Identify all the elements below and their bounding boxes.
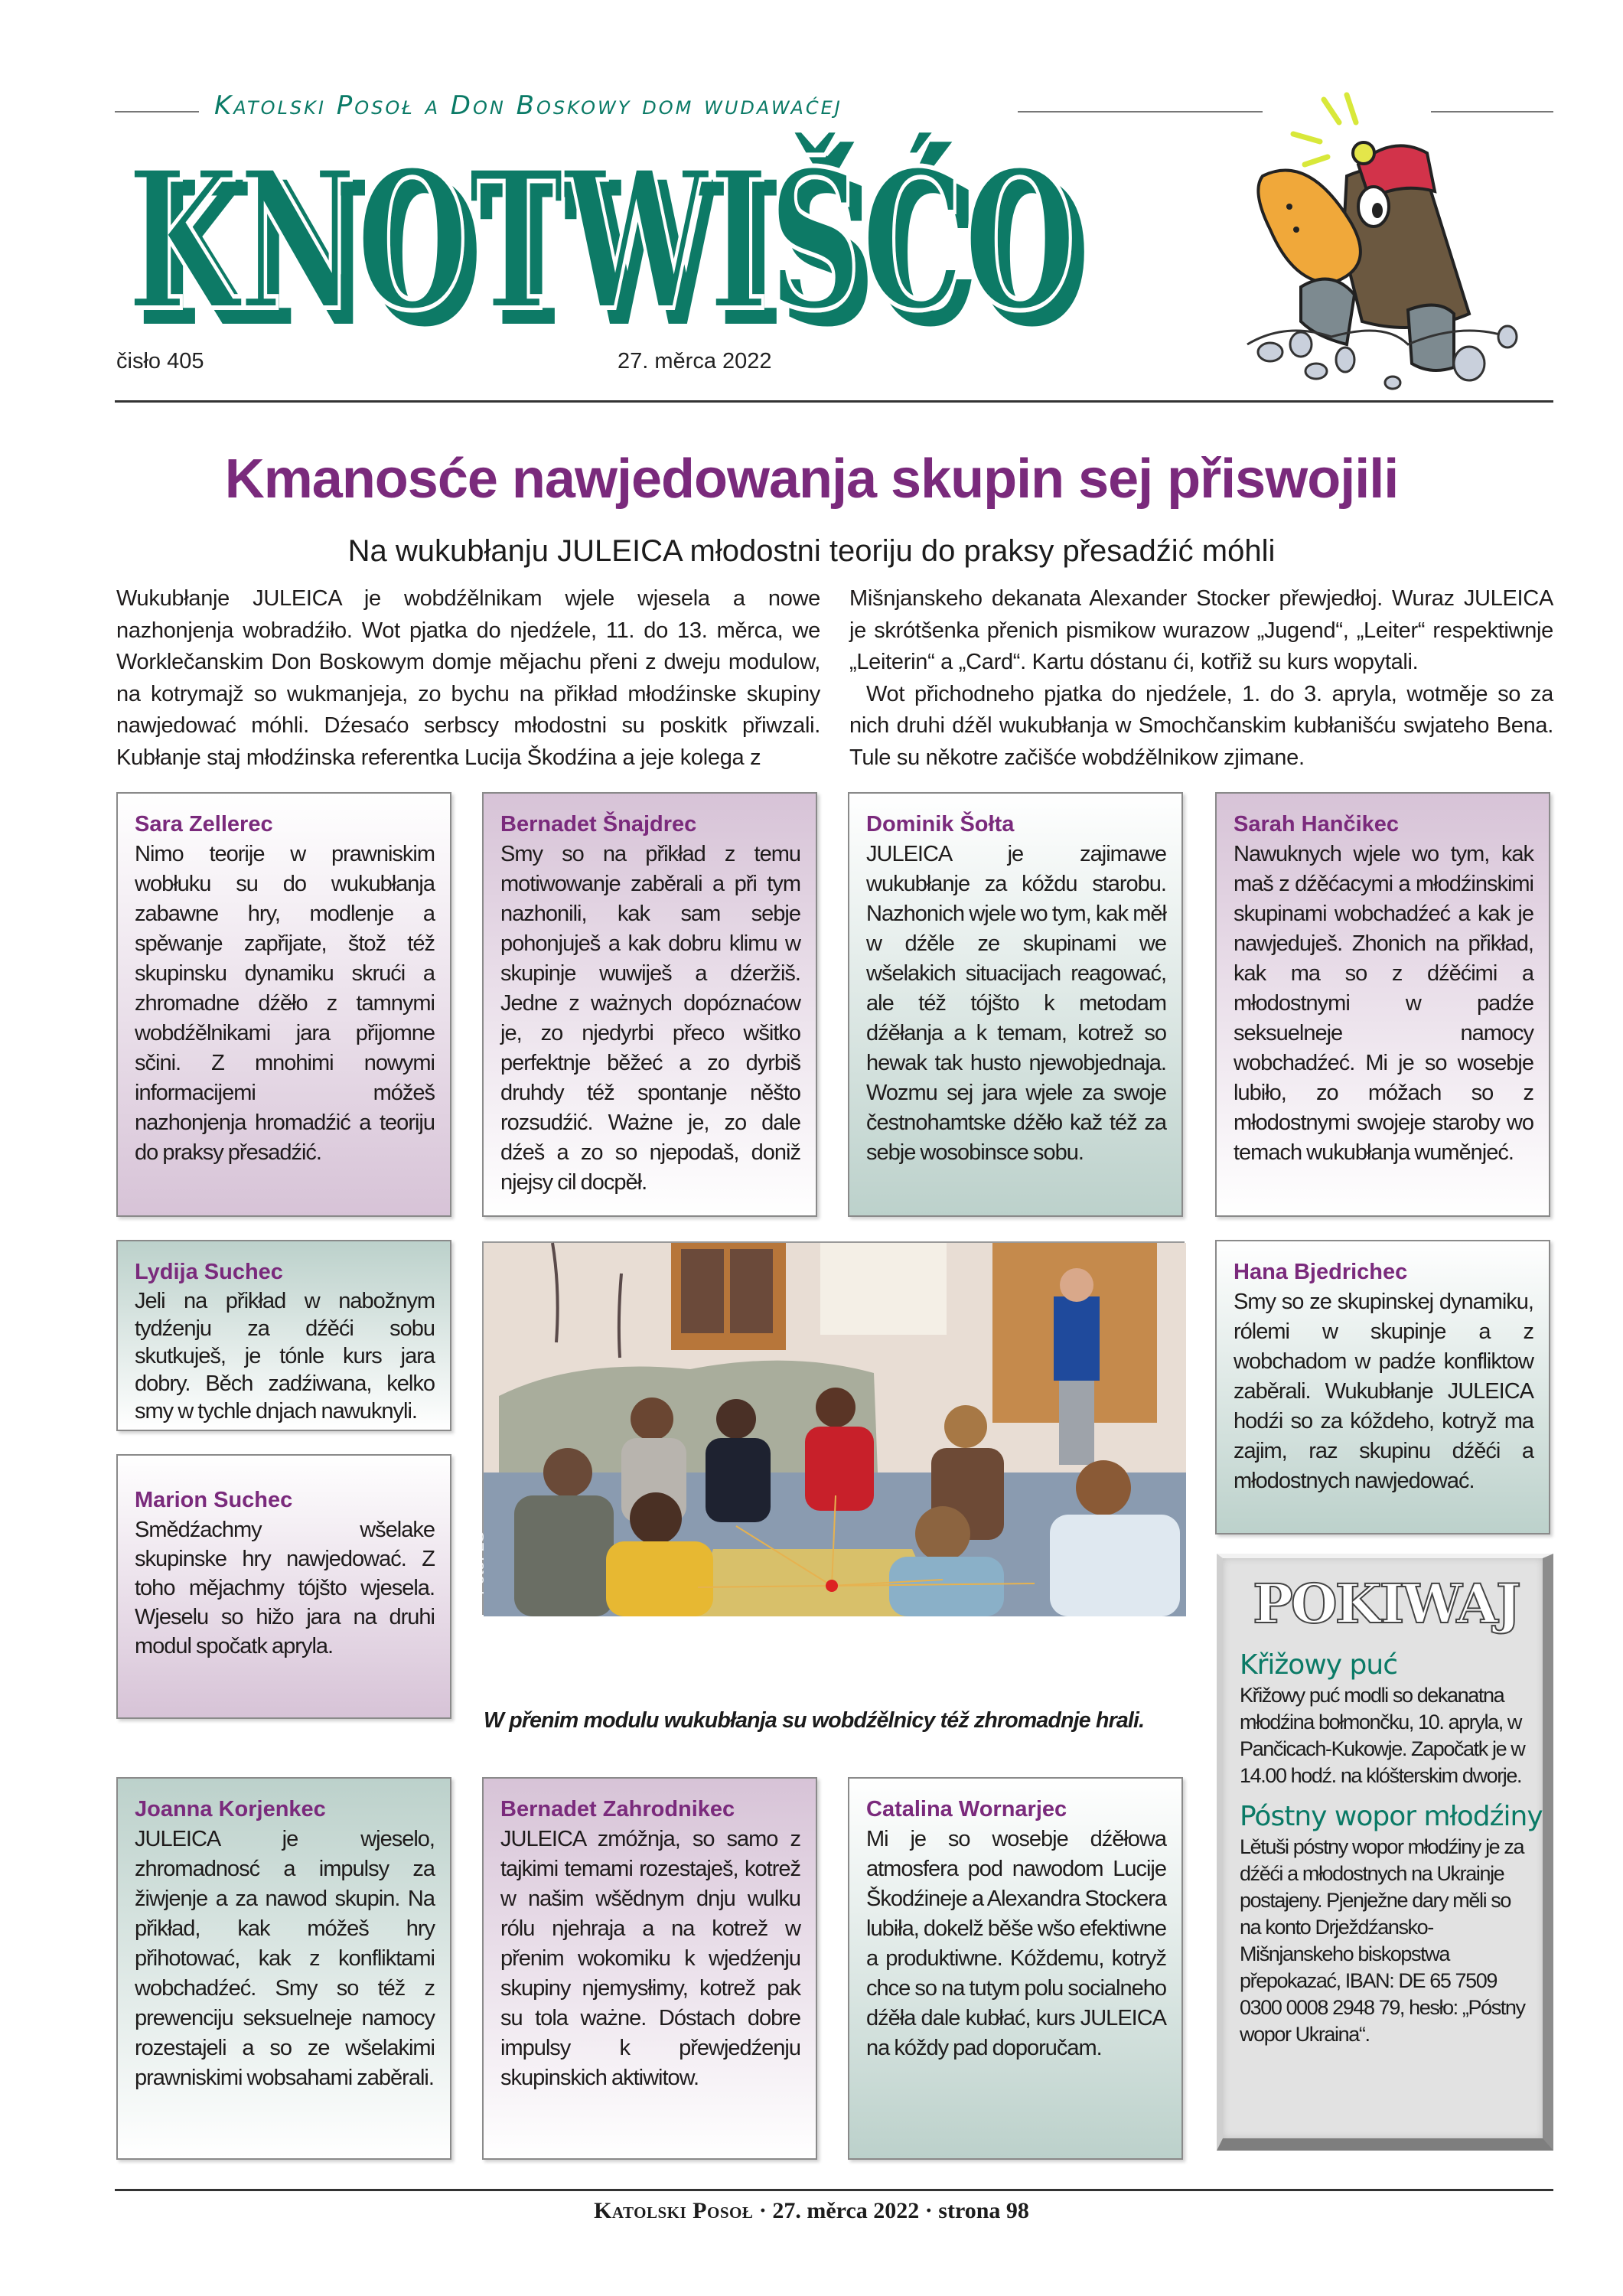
quote-author: Hana Bjedrichec xyxy=(1234,1260,1408,1284)
intro-paragraph: Wot přichodneho pjatka do njedźele, 1. do 3. apryla, wotměje so za nich druhi dźěl wukubłanja w Smochčanskim kubłanišću swjateho Bena. Tule su někotre začišće wobdźělnikow zjimane. xyxy=(849,681,1553,770)
quote-box xyxy=(116,792,451,1217)
workshop-photo xyxy=(468,1241,1185,1615)
notice-text: Lětuši póstny wopor młodźiny je za dźěći a młodostnych na Ukrainje postajeny. Pjenježne dary měli so na konto Drježdźansko-Mišnjanskeho biskopstwa přepokazać, IBAN: DE 65 7509 0300 0008 2948 79, hesło: „Póstny wopor Ukraina“. xyxy=(1240,1835,1525,2046)
quote-box xyxy=(116,1454,451,1719)
quote-text: JULEICA je wjeselo, zhromadnosć a impulsy za žiwjenje a za nawod skupin. Na přikład, kak móžeš hry přihotować, kak z konfliktami wobchadźeć. Smy so též z prewenciju seksuelneje namocy rozestajeli a so ze wšelakimi prawniskimi wobsahami zaběrali. xyxy=(135,1827,435,2090)
quote-author: Marion Suchec xyxy=(135,1488,293,1512)
quote-author: Joanna Korjenkec xyxy=(135,1797,326,1821)
mole-mascot-icon xyxy=(1217,92,1538,390)
quote-text: Mi je so wosebje dźěłowa atmosfera pod nawodom Lucije Škodźineje a Alexandra Stockera lubiła, dokelž běše wšo efektiwne a produktiwne. Kóždemu, kotryž chce so na tutym polu socialneho dźěła dale kubłać, kurs JULEICA na kóždy pad doporučam. xyxy=(866,1827,1166,2060)
quote-author: Dominik Šołta xyxy=(866,812,1015,837)
quote-box xyxy=(482,792,817,1217)
intro-paragraph: Wukubłanje JULEICA je wobdźělnikam wjele wjesela a nowe nazhonjenja wobradźiło. Wot pjatka do njedźele, 11. do 13. měrca, we Worklečanskim Don Boskowym domje mějachu přeni z dweju modulow, na kotrymajž so wukmanjeja, zo bychu na přikład młodźinske skupiny nawjedować móhli. Dźesaćo serbscy młodostni su poskitk přiwzali. Kubłanje staj młodźinska referentka Lucija Škodźina a jeje kolega z xyxy=(116,586,820,770)
intro-paragraph: Mišnjanskeho dekanata Alexander Stocker přewjedłoj. Wuraz JULEICA je skrótšenka přenich pismikow wurazow „Jugend“, „Leiter“ respektiwnje „Leiterin“ a „Card“. Kartu dóstanu ći, kotřiž su kurs wopytali. xyxy=(849,586,1553,674)
logo-text: KNOTWIŠĆO xyxy=(127,128,1076,353)
notice-heading: Póstny wopor młodźiny xyxy=(1240,1801,1543,1832)
intro-column-right xyxy=(849,583,1553,774)
page-footer xyxy=(0,2198,1623,2224)
quote-text: Jeli na přikład w nabožnym tydźenju za dźěći sobu skutkuješ, je tónle kurs jara dobry. Běch zadźiwana, kelko smy w tychle dnjach nawuknyli. xyxy=(135,1289,435,1424)
pokiwaj-title: POKIWAJ xyxy=(1253,1572,1519,1636)
issue-date: 27. měrca 2022 xyxy=(618,349,772,373)
quote-author: Bernadet Šnajdrec xyxy=(500,812,697,837)
masthead-bottom-rule xyxy=(115,400,1553,403)
quote-box xyxy=(1215,1240,1550,1534)
footer-page-number: strona 98 xyxy=(938,2198,1029,2223)
footer-separator: · xyxy=(924,2198,933,2223)
quote-box xyxy=(1215,792,1550,1217)
knotwisco-logo xyxy=(122,128,1110,353)
quote-box xyxy=(116,1777,451,2160)
masthead-tagline: Katolski Posoł a Don Boskowy dom wudawaćej xyxy=(214,90,842,121)
quote-text: Nawuknych wjele wo tym, kak maš z dźěćacymi a młodźinskimi skupinami wobchadźeć a kak je nawjeduješ. Zhonich na přikład, kak ma so z dźěćimi a młodostnymi w padźe seksuelneje namocy wobchadźeć. Mi je so wosebje lubiło, zo móžach so z młodostnymi swojeje staroby wo temach wukubłanja wuměnjeć. xyxy=(1234,842,1533,1165)
article-subheadline: Na wukubłanju JULEICA młodostni teoriju do praksy přesadźić móhli xyxy=(347,534,1276,568)
quote-author: Bernadet Zahrodnikec xyxy=(500,1797,735,1821)
footer-date: 27. měrca 2022 xyxy=(772,2198,920,2223)
intro-column-left xyxy=(116,583,820,774)
photo-credit: Foto: LŠ xyxy=(468,1531,487,1595)
issue-number: čisło 405 xyxy=(116,349,204,373)
quote-author: Catalina Wornarjec xyxy=(866,1797,1067,1821)
masthead-rule-left xyxy=(115,111,199,113)
quote-text: JULEICA zmóžnja, so samo z tajkimi temami rozestaješ, kotrež w našim wšědnym dnju wulku rólu njehraja a na kotrež w přenim wokomiku k wjedźenju skupiny njemysłimy, kotrež pak su tola ważne. Dóstach dobre impulsy k přewjedźenju skupinskich aktiwitow. xyxy=(500,1827,800,2090)
quote-text: Smy so na přikład z temu motiwowanje zaběrali a při tym nazhonili, kak sam sebje pohonjuješ a kak dobru klimu w skupinje wuwiješ a dźeržiš. Jedne z ważnych dopóznaćow je, zo njedyrbi přeco wšitko perfektnje běžeć a zo dyrbiš druhdy též spontanje něšto rozsudźić. Ważne je, zo dale dźeš a zo so njepodaš, doniž njejsy cil docpěł. xyxy=(500,842,800,1195)
quote-text: JULEICA je zajimawe wukubłanje za kóždu starobu. Nazhonich wjele wo tym, kak měł w dźěle ze skupinami we wšelakich situacijach reagować, ale též tójšto k metodam dźěłanja a k temam, kotrež so hewak tak husto njewobjednaja. Wozmu sej jara wjele za swoje čestnohamtske dźěło kaž též za sebje wosobinsce sobu. xyxy=(866,842,1166,1165)
photo-caption: W přenim modulu wukubłanja su wobdźělnicy též zhromadnje hrali. xyxy=(484,1708,1145,1733)
quote-box xyxy=(848,1777,1183,2160)
notice-text: Křižowy puć modli so dekanatna młodźina bołmončku, 10. apryla, w Pančicach-Kukowje. Započatk je w 14.00 hodź. na klóšterskim dworje. xyxy=(1240,1684,1525,1787)
article-headline: Kmanosće nawjedowanja skupin sej přiswojili xyxy=(224,448,1399,510)
quote-author: Sarah Hančikec xyxy=(1234,812,1400,837)
quote-text: Smy so ze skupinskej dynamiku, rólemi w skupinje a z wobchadom w padźe konfliktow zaběrali. Wukubłanje JULEICA hodźi so za kóždeho, kotryž ma zajim, raz skupinu dźěći a młodostnych nawjedować. xyxy=(1234,1290,1533,1493)
photo-scene-image xyxy=(484,1243,1186,1616)
footer-separator: · xyxy=(758,2198,767,2223)
quote-text: Nimo teorije w prawniskim wobłuku su do wukubłanja zabawne hry, modlenje a spěwanje zapřijate, štož též skupinsku dynamiku skrući a zhromadne dźěło z tamnymi wobdźělnikami jara přijomne sčini. Z mnohimi nowymi informacijemi móžeš nazhonjenja hromadźić a teoriju do praksy přesadźić. xyxy=(135,842,435,1165)
notice-heading: Křižowy puć xyxy=(1240,1649,1397,1681)
quote-text: Smědźachmy wšelake skupinske hry nawjedować. Z toho mějachmy tójšto wjesela. Wjeselu so hižo jara na druhi modul spočatk apryla. xyxy=(135,1518,435,1658)
quote-box xyxy=(848,792,1183,1217)
quote-author: Lydija Suchec xyxy=(135,1260,283,1284)
pokiwaj-sidebar xyxy=(1217,1554,1553,2151)
quote-box xyxy=(482,1777,817,2160)
footer-rule xyxy=(115,2189,1553,2191)
quote-box xyxy=(116,1240,451,1431)
quote-author: Sara Zellerec xyxy=(135,812,273,837)
footer-publication: Katolski Posoł xyxy=(594,2198,754,2223)
